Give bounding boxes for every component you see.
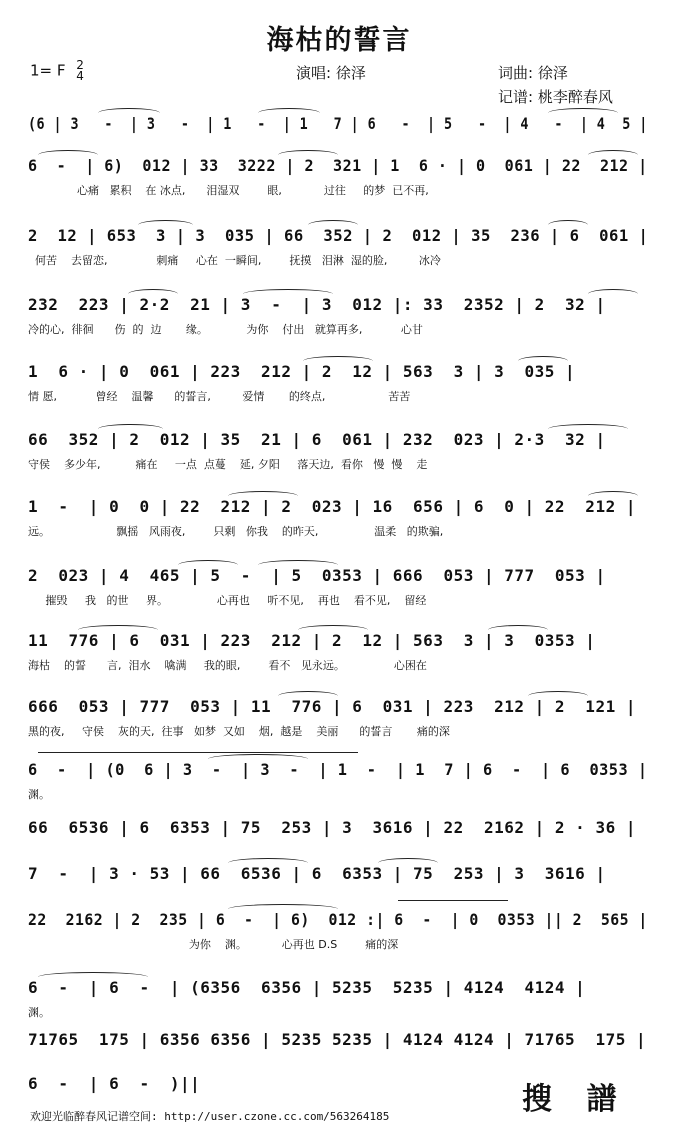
lyric-line: 远。 飘摇 风雨夜, 只剩 你我 的昨天, 温柔 的欺骗, bbox=[28, 525, 444, 538]
lyric-line: 黑的夜, 守侯 灰的天, 往事 如梦 又如 烟, 越是 美丽 的誓言 痛的深 bbox=[28, 725, 450, 738]
notation-line: 666 053 | 777 053 | 11 776 | 6 031 | 223 212 | 2 121 | bbox=[28, 697, 636, 716]
lyric-line: 渊。 bbox=[28, 788, 50, 801]
time-sig-top: 2 bbox=[76, 58, 84, 72]
lyric-line: 心痛 累积 在 冰点, 泪湿双 眼, 过往 的梦 已不再, bbox=[28, 184, 429, 197]
notation-line: 1 - | 0 0 | 22 212 | 2 023 | 16 656 | 6 0 | 22 212 | bbox=[28, 497, 636, 516]
lyric-line: 摧毁 我 的世 界。 心再也 听不见, 再也 看不见, 留经 bbox=[28, 594, 427, 607]
notation-line: 6 - | (0 6 | 3 - | 3 - | 1 - | 1 7 | 6 - | 6 0353 | bbox=[28, 760, 648, 779]
transcriber-credit: 记谱: 桃李醉春风 bbox=[498, 88, 613, 106]
notation-line: 6 - | 6 - | (6356 6356 | 5235 5235 | 4124 4124 | bbox=[28, 978, 586, 997]
notation-line: 66 352 | 2 012 | 35 21 | 6 061 | 232 023 | 2·3 32 | bbox=[28, 430, 606, 449]
notation-line: 71765 175 | 6356 6356 | 5235 5235 | 4124 4124 | 71765 175 | bbox=[28, 1030, 647, 1049]
site-logo: 搜 譜 bbox=[522, 1082, 629, 1117]
key-signature bbox=[30, 60, 84, 82]
lyric-line: 情 愿, 曾经 温馨 的誓言, 爱情 的终点, 苦苦 bbox=[28, 390, 411, 403]
time-signature bbox=[76, 60, 84, 82]
notation-line: 2 023 | 4 465 | 5 - | 5 0353 | 666 053 | 777 053 | bbox=[28, 566, 606, 585]
footer-text: 欢迎光临醉春风记谱空间: http://user.czone.cc.com/563264185 bbox=[30, 1110, 390, 1123]
lyric-line: 守侯 多少年, 痛在 一点 点蔓 延, 夕阳 落天边, 看你 慢 慢 走 bbox=[28, 458, 428, 471]
time-sig-bottom: 4 bbox=[76, 69, 84, 83]
notation-line: 11 776 | 6 031 | 223 212 | 2 12 | 563 3 | 3 0353 | bbox=[28, 631, 596, 650]
lyric-line: 何苦 去留恋, 刺痛 心在 一瞬间, 抚摸 泪淋 湿的脸, 冰冷 bbox=[28, 254, 441, 267]
notation-line: 7 - | 3 · 53 | 66 6536 | 6 6353 | 75 253 | 3 3616 | bbox=[28, 864, 606, 883]
lyric-line: 海枯 的誓 言, 泪水 噙满 我的眼, 看不 见永远。 心困在 bbox=[28, 659, 427, 672]
lyric-line: 渊。 bbox=[28, 1006, 50, 1019]
lyric-line: 为你 渊。 心再也 D.S 痛的深 bbox=[28, 938, 399, 951]
notation-line: 6 - | 6) 012 | 33 3222 | 2 321 | 1 6 · | 0 061 | 22 212 | bbox=[28, 156, 648, 175]
key-label: 1= F bbox=[30, 61, 66, 80]
lyric-line: 冷的心, 徘徊 伤 的 边 缘。 为你 付出 就算再多, 心甘 bbox=[28, 323, 423, 336]
singer-credit: 演唱: 徐泽 bbox=[296, 64, 366, 82]
notation-line: 22 2162 | 2 235 | 6 - | 6) 012 :| 6 - | 0 0353 || 2 565 | bbox=[28, 910, 648, 929]
song-title: 海枯的誓言 bbox=[266, 25, 412, 56]
notation-line: 6 - | 6 - )|| bbox=[28, 1074, 201, 1093]
notation-line: 66 6536 | 6 6353 | 75 253 | 3 3616 | 22 2162 | 2 · 36 | bbox=[28, 818, 636, 837]
composer-credit: 词曲: 徐泽 bbox=[498, 64, 568, 82]
notation-line: (6 | 3 - | 3 - | 1 - | 1 7 | 6 - | 5 - | 4 - | 4 5 | bbox=[28, 114, 648, 133]
notation-line: 2 12 | 653 3 | 3 035 | 66 352 | 2 012 | 35 236 | 6 061 | bbox=[28, 226, 649, 245]
notation-line: 232 223 | 2·2 21 | 3 - | 3 012 |: 33 2352 | 2 32 | bbox=[28, 295, 606, 314]
notation-line: 1 6 · | 0 061 | 223 212 | 2 12 | 563 3 | 3 035 | bbox=[28, 362, 576, 381]
